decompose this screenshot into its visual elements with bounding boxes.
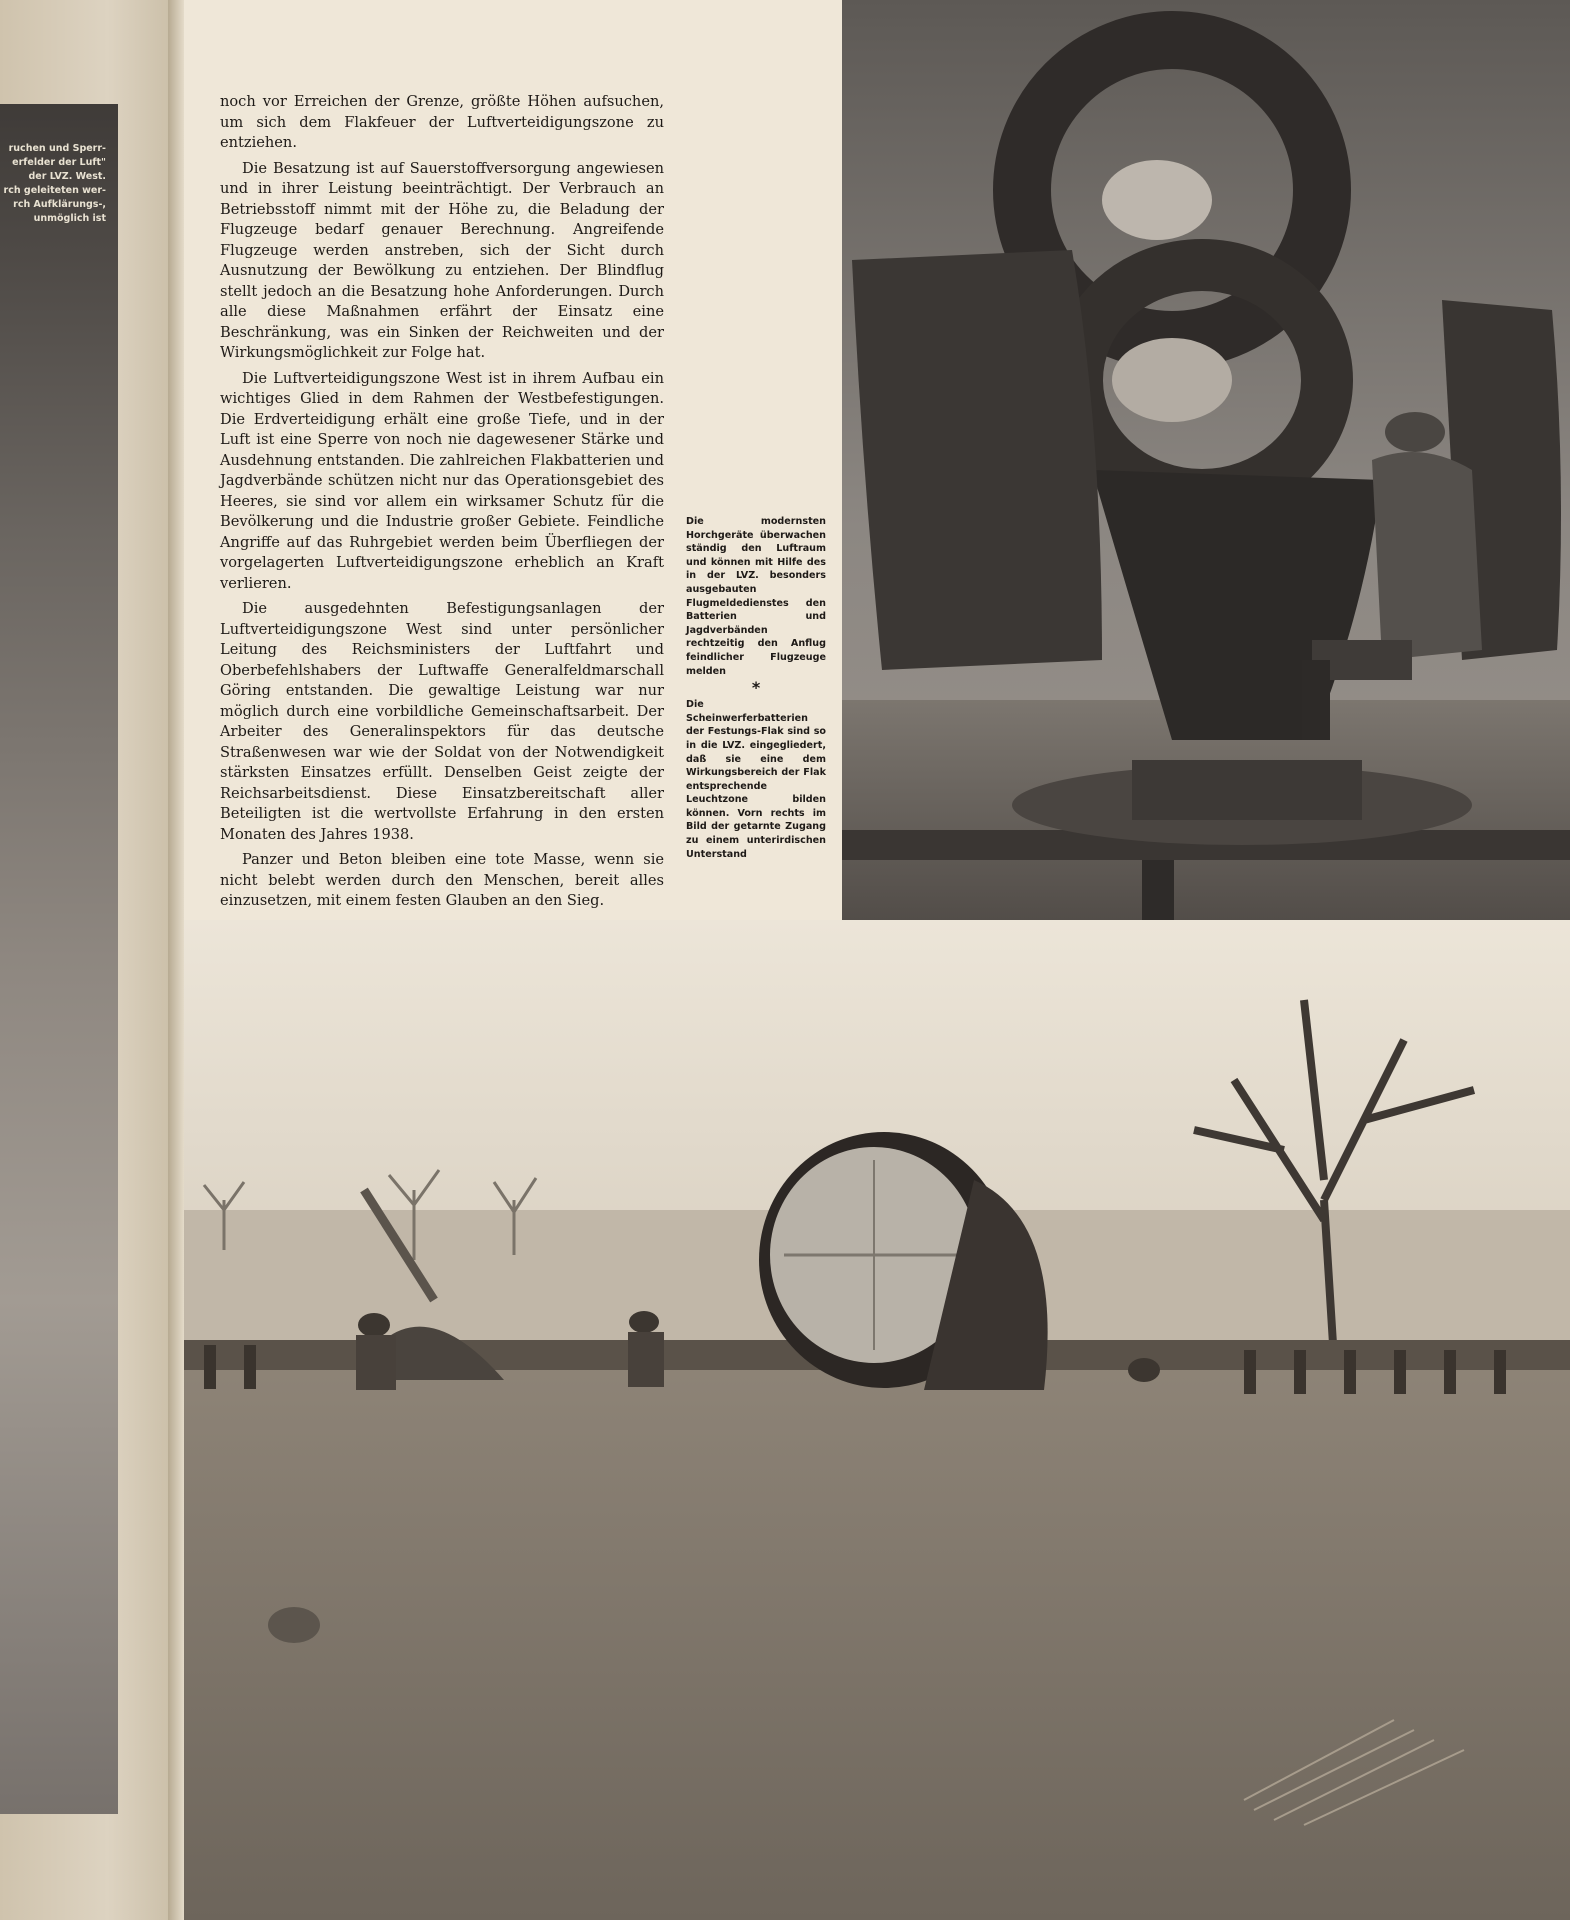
photo-searchlight-trench xyxy=(184,920,1570,1920)
article-paragraph: Panzer und Beton bleiben eine tote Masse, wenn sie nicht belebt werden durch den Menschen, bereit alles einzusetzen, mit einem festen Glauben an den Sieg. xyxy=(220,851,664,909)
caption-separator: * xyxy=(751,678,761,698)
article-paragraph: Die ausgedehnten Befestigungsanlagen der Luftverteidigungszone West sind unter persönlicher Leitung des Reichsministers der Luftfahrt und Oberbefehlshabers der Luftwaffe Generalfeldmarschall Göring entstanden. Die gewaltige Leistung war nur möglich durch eine vorbildliche Gemeinschaftsarbeit. Der Arbeiter des Generalinspektors für das deutsche Straßenwesen war wie der Soldat von der Notwendigkeit stärksten Einsatzes erfüllt. Denselben Geist zeigte der Reichsarbeitsdienst. Diese Einsatzbereitschaft aller Beteiligten ist die wertvollste Erfahrung in den ersten Monaten des Jahres 1938. xyxy=(220,600,664,843)
article-paragraph: Die Luftverteidigungszone West ist in ihrem Aufbau ein wichtiges Glied in dem Rahmen der Westbefestigungen. Die Erdverteidigung erhält eine große Tiefe, und in der Luft ist eine Sperre von noch nie dagewesener Stärke und Ausdehnung entstanden. Die zahlreichen Flakbatterien und Jagdverbände schützen nicht nur das Operationsgebiet des Heeres, sie sind vor allem ein wirksamer Schutz für die Bevölkerung und die Industrie großer Gebiete. Feindliche Angriffe auf das Ruhrgebiet werden beim Überfliegen der vorgelagerten Luftverteidigungszone erheblich an Kraft verlieren. xyxy=(220,369,664,592)
caption-listening-devices: Die modernsten Horchgeräte überwachen ständig den Luftraum und können mit Hilfe des in der LVZ. besonders ausgebauten Flugmeldedienstes den Batterien und Jagdverbänden rechtzeitig den Anflug feindlicher Flugzeuge melden xyxy=(686,516,826,677)
previous-page-edge xyxy=(0,0,180,1920)
searchlight-illustration xyxy=(184,920,1570,1920)
photo-sound-locator xyxy=(842,0,1570,958)
caption-searchlights: Die Scheinwerferbatterien der Festungs-Flak sind so in die LVZ. eingegliedert, daß sie eine dem Wirkungsbereich der Flak entsprechende Leuchtzone bilden können. Vorn rechts im Bild der getarnte Zugang zu einem unterirdischen Unterstand xyxy=(686,699,826,860)
previous-page-caption: ruchen und Sperr- erfelder der Luft" der LVZ. West. rch geleiteten wer- rch Aufklärungs-, unmöglich ist xyxy=(3,143,106,224)
book-gutter xyxy=(168,0,184,1920)
article-body xyxy=(220,92,664,917)
article-paragraph: noch vor Erreichen der Grenze, größte Höhen aufsuchen, um sich dem Flakfeuer der Luftverteidigungszone zu entziehen. xyxy=(220,93,664,151)
article-paragraph: Die Besatzung ist auf Sauerstoffversorgung angewiesen und in ihrer Leistung beeinträchtigt. Der Verbrauch an Betriebsstoff nimmt mit der Höhe zu, die Beladung der Flugzeuge bedarf genauer Berechnung. Angreifende Flugzeuge werden anstreben, sich der Sicht durch Ausnutzung der Bewölkung zu entziehen. Der Blindflug stellt jedoch an die Besatzung hohe Anforderungen. Durch alle diese Maßnahmen erfährt der Einsatz eine Beschränkung, was ein Sinken der Reichweiten und der Wirkungsmöglichkeit zur Folge hat. xyxy=(220,159,664,361)
previous-page-photo xyxy=(0,104,118,1814)
sound-locator-illustration xyxy=(842,0,1570,958)
photo-caption xyxy=(686,515,826,861)
